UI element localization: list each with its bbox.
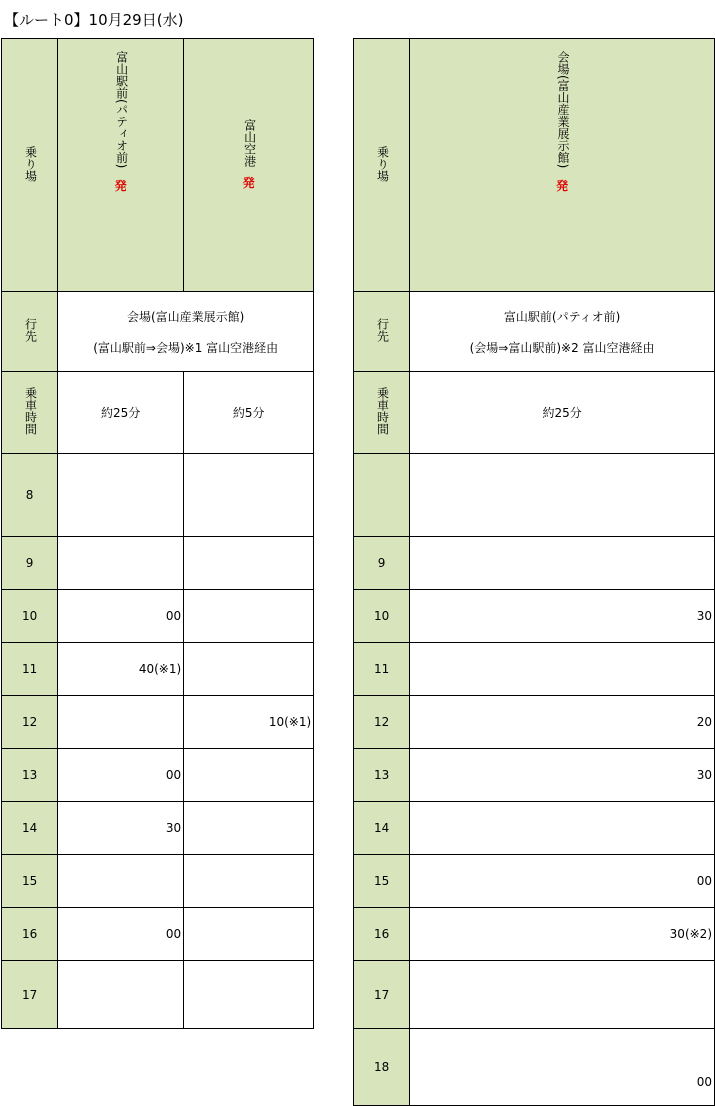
- hour-cell: 12: [2, 696, 58, 749]
- departure-minutes: [184, 643, 314, 696]
- destination-cell: [410, 292, 715, 372]
- hour-cell: 9: [354, 537, 410, 590]
- ride-time-value: 約5分: [184, 372, 314, 454]
- boarding-label: 乗り場: [23, 145, 38, 182]
- departure-minutes: [184, 961, 314, 1029]
- hour-cell: 9: [2, 537, 58, 590]
- destination-route: (富山駅前⇒会場)※1 富山空港経由: [93, 340, 279, 355]
- boarding-label-cell: [354, 39, 410, 292]
- left-timetable: [1, 38, 314, 1029]
- departure-minutes: [184, 802, 314, 855]
- table-row: [2, 749, 314, 802]
- right-timetable: [353, 38, 715, 1106]
- table-row: [354, 1029, 715, 1106]
- departure-minutes: [410, 961, 715, 1029]
- departure-minutes: 10(※1): [184, 696, 314, 749]
- hour-cell: 15: [354, 855, 410, 908]
- destination-label: 行先: [375, 318, 390, 342]
- hour-cell: [354, 454, 410, 537]
- table-row: [354, 590, 715, 643]
- table-row: [2, 908, 314, 961]
- destination-cell: [58, 292, 314, 372]
- hour-cell: 10: [2, 590, 58, 643]
- hour-cell: 13: [354, 749, 410, 802]
- departure-minutes: [184, 537, 314, 590]
- departure-minutes: 30: [410, 590, 715, 643]
- table-row: [354, 961, 715, 1029]
- origin-header-venue: [410, 39, 715, 292]
- departure-minutes: [58, 855, 184, 908]
- departure-minutes: 30: [58, 802, 184, 855]
- boarding-label-cell: [2, 39, 58, 292]
- departure-minutes: [184, 454, 314, 537]
- departure-minutes: 20: [410, 696, 715, 749]
- departure-minutes: [58, 537, 184, 590]
- departure-minutes: [184, 855, 314, 908]
- destination-label-cell: [354, 292, 410, 372]
- departure-minutes: [184, 908, 314, 961]
- hour-cell: 12: [354, 696, 410, 749]
- departure-minutes: [410, 454, 715, 537]
- hour-cell: 14: [354, 802, 410, 855]
- hour-cell: 10: [354, 590, 410, 643]
- departure-minutes: 00: [410, 1029, 715, 1106]
- departure-minutes: 00: [410, 855, 715, 908]
- table-row: [354, 802, 715, 855]
- table-row: [2, 643, 314, 696]
- origin-name: 富山空港: [242, 119, 257, 167]
- departure-minutes: [184, 590, 314, 643]
- departure-minutes: 30(※2): [410, 908, 715, 961]
- hour-cell: 17: [354, 961, 410, 1029]
- table-row: [354, 855, 715, 908]
- origin-name: 会場(富山産業展示館): [555, 51, 570, 169]
- depart-label: 発: [114, 179, 127, 194]
- origin-header-toyama-airport: [184, 39, 314, 292]
- departure-minutes: [58, 454, 184, 537]
- table-row: [2, 696, 314, 749]
- table-row: [2, 961, 314, 1029]
- table-row: [354, 749, 715, 802]
- hour-cell: 13: [2, 749, 58, 802]
- origin-name: 富山駅前(パティオ前): [114, 51, 129, 169]
- table-row: [354, 454, 715, 537]
- table-row: [354, 537, 715, 590]
- hour-cell: 14: [2, 802, 58, 855]
- departure-minutes: [58, 696, 184, 749]
- ride-time-label-cell: [2, 372, 58, 454]
- schedule-title: 【ルート0】10月29日(水): [4, 11, 184, 29]
- ride-time-value: 約25分: [58, 372, 184, 454]
- departure-minutes: 00: [58, 749, 184, 802]
- destination-route: (会場⇒富山駅前)※2 富山空港経由: [469, 340, 655, 355]
- hour-cell: 16: [354, 908, 410, 961]
- departure-minutes: [184, 749, 314, 802]
- hour-cell: 11: [354, 643, 410, 696]
- destination-name: 会場(富山産業展示館): [127, 309, 245, 324]
- hour-cell: 18: [354, 1029, 410, 1106]
- departure-minutes: 00: [58, 590, 184, 643]
- destination-label-cell: [2, 292, 58, 372]
- table-row: [354, 643, 715, 696]
- table-row: [2, 454, 314, 537]
- departure-minutes: 30: [410, 749, 715, 802]
- depart-label: 発: [556, 179, 569, 194]
- departure-minutes: 00: [58, 908, 184, 961]
- depart-label: 発: [242, 176, 255, 190]
- ride-time-value: 約25分: [410, 372, 715, 454]
- hour-cell: 16: [2, 908, 58, 961]
- boarding-label: 乗り場: [375, 145, 390, 182]
- hour-cell: 8: [2, 454, 58, 537]
- ride-time-label: 乗車時間: [23, 387, 38, 435]
- destination-label: 行先: [23, 318, 38, 342]
- destination-name: 富山駅前(パティオ前): [503, 309, 621, 324]
- table-row: [354, 696, 715, 749]
- table-row: [2, 537, 314, 590]
- departure-minutes: [410, 643, 715, 696]
- table-row: [2, 855, 314, 908]
- hour-cell: 17: [2, 961, 58, 1029]
- table-row: [2, 802, 314, 855]
- hour-cell: 15: [2, 855, 58, 908]
- table-row: [354, 908, 715, 961]
- origin-header-toyama-station: [58, 39, 184, 292]
- table-row: [2, 590, 314, 643]
- hour-cell: 11: [2, 643, 58, 696]
- departure-minutes: 40(※1): [58, 643, 184, 696]
- departure-minutes: [58, 961, 184, 1029]
- ride-time-label: 乗車時間: [375, 387, 390, 435]
- departure-minutes: [410, 802, 715, 855]
- ride-time-label-cell: [354, 372, 410, 454]
- departure-minutes: [410, 537, 715, 590]
